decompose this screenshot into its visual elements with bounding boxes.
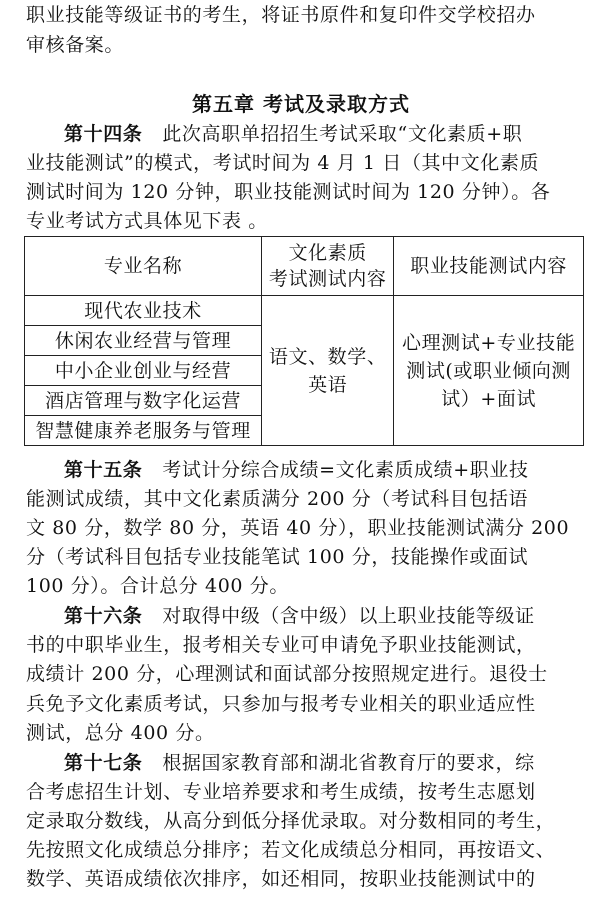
- paragraph-line: 兵免予文化素质考试，只参加与报考专业相关的职业适应性: [26, 693, 536, 715]
- paragraph-line: 文 80 分，数学 80 分，英语 40 分），职业技能测试满分 200: [26, 517, 570, 539]
- culture-line1: 语文、数学、: [268, 345, 387, 368]
- article-17-first-line: [64, 748, 586, 778]
- major-cell: 酒店管理与数字化运营: [25, 386, 262, 416]
- article-15-text: 考试计分综合成绩=文化素质成绩+职业技: [162, 459, 529, 481]
- article-16-first-line: [64, 601, 586, 631]
- major-cell: 智慧健康养老服务与管理: [25, 416, 262, 446]
- paragraph-line: 100 分）。合计总分 400 分。: [26, 575, 289, 597]
- major-cell: 休闲农业经营与管理: [25, 326, 262, 356]
- paragraph-line: 测试时间为 120 分钟，职业技能测试时间为 120 分钟）。各: [26, 181, 551, 203]
- article-15-label: 第十五条: [64, 459, 143, 481]
- article-14-label: 第十四条: [64, 123, 143, 145]
- major-cell: 现代农业技术: [25, 296, 262, 326]
- paragraph-line: 定录取分数线，从高分到低分择优录取。对分数相同的考生，: [26, 810, 556, 832]
- paragraph-line: 合考虑招生计划、专业培养要求和考生成绩，按考生志愿划: [26, 781, 536, 803]
- culture-content-cell: [262, 296, 394, 446]
- article-15-first-line: [64, 455, 586, 485]
- article-16-text: 对取得中级（含中级）以上职业技能等级证: [162, 605, 535, 627]
- skill-line1: 心理测试+专业技能: [401, 331, 576, 354]
- paragraph-line: 专业考试方式具体见下表 。: [26, 210, 268, 232]
- paragraph-line: 书的中职毕业生，报考相关专业可申请免予职业技能测试，: [26, 634, 536, 656]
- table-row: [25, 296, 584, 326]
- paragraph-line: 成绩计 200 分，心理测试和面试部分按照规定进行。退役士: [26, 663, 548, 685]
- paragraph-line: 业技能测试”的模式，考试时间为 4 月 1 日（其中文化素质: [26, 152, 540, 174]
- paragraph-line: 能测试成绩，其中文化素质满分 200 分（考试科目包括语: [26, 488, 529, 510]
- article-14-text: 此次高职单招招生考试采取“文化素质+职: [162, 123, 523, 145]
- skill-content-cell: [394, 296, 584, 446]
- major-cell: 中小企业创业与经营: [25, 356, 262, 386]
- paragraph-line: 先按照文化成绩总分排序；若文化成绩总分相同，再按语文、: [26, 839, 556, 861]
- skill-line2: 测试(或职业倾向测: [406, 359, 572, 382]
- exam-method-table: [24, 236, 584, 446]
- article-14-first-line: [64, 119, 586, 149]
- header-culture-test: [262, 237, 394, 296]
- paragraph-line: 测试，总分 400 分。: [26, 722, 215, 744]
- header-culture-line1: 文化素质: [288, 242, 367, 264]
- table-header-row: [25, 237, 584, 296]
- article-16-label: 第十六条: [64, 605, 143, 627]
- skill-line3: 试）+面试: [441, 387, 537, 410]
- header-skill-test: 职业技能测试内容: [394, 237, 584, 296]
- chapter-title: 第五章 考试及录取方式: [192, 92, 410, 116]
- header-major-name: 专业名称: [25, 237, 262, 296]
- paragraph-line: 分（考试科目包括专业技能笔试 100 分，技能操作或面试: [26, 546, 529, 568]
- paragraph-line: 审核备案。: [26, 34, 125, 56]
- article-17-label: 第十七条: [64, 752, 143, 774]
- paragraph-line: 职业技能等级证书的考生，将证书原件和复印件交学校招办: [26, 4, 536, 26]
- paragraph-line: 数学、英语成绩依次排序，如还相同，按职业技能测试中的: [26, 868, 536, 890]
- article-17-text: 根据国家教育部和湖北省教育厅的要求，综: [162, 752, 535, 774]
- header-culture-line2: 考试测试内容: [268, 268, 387, 290]
- culture-line2: 英语: [308, 373, 348, 396]
